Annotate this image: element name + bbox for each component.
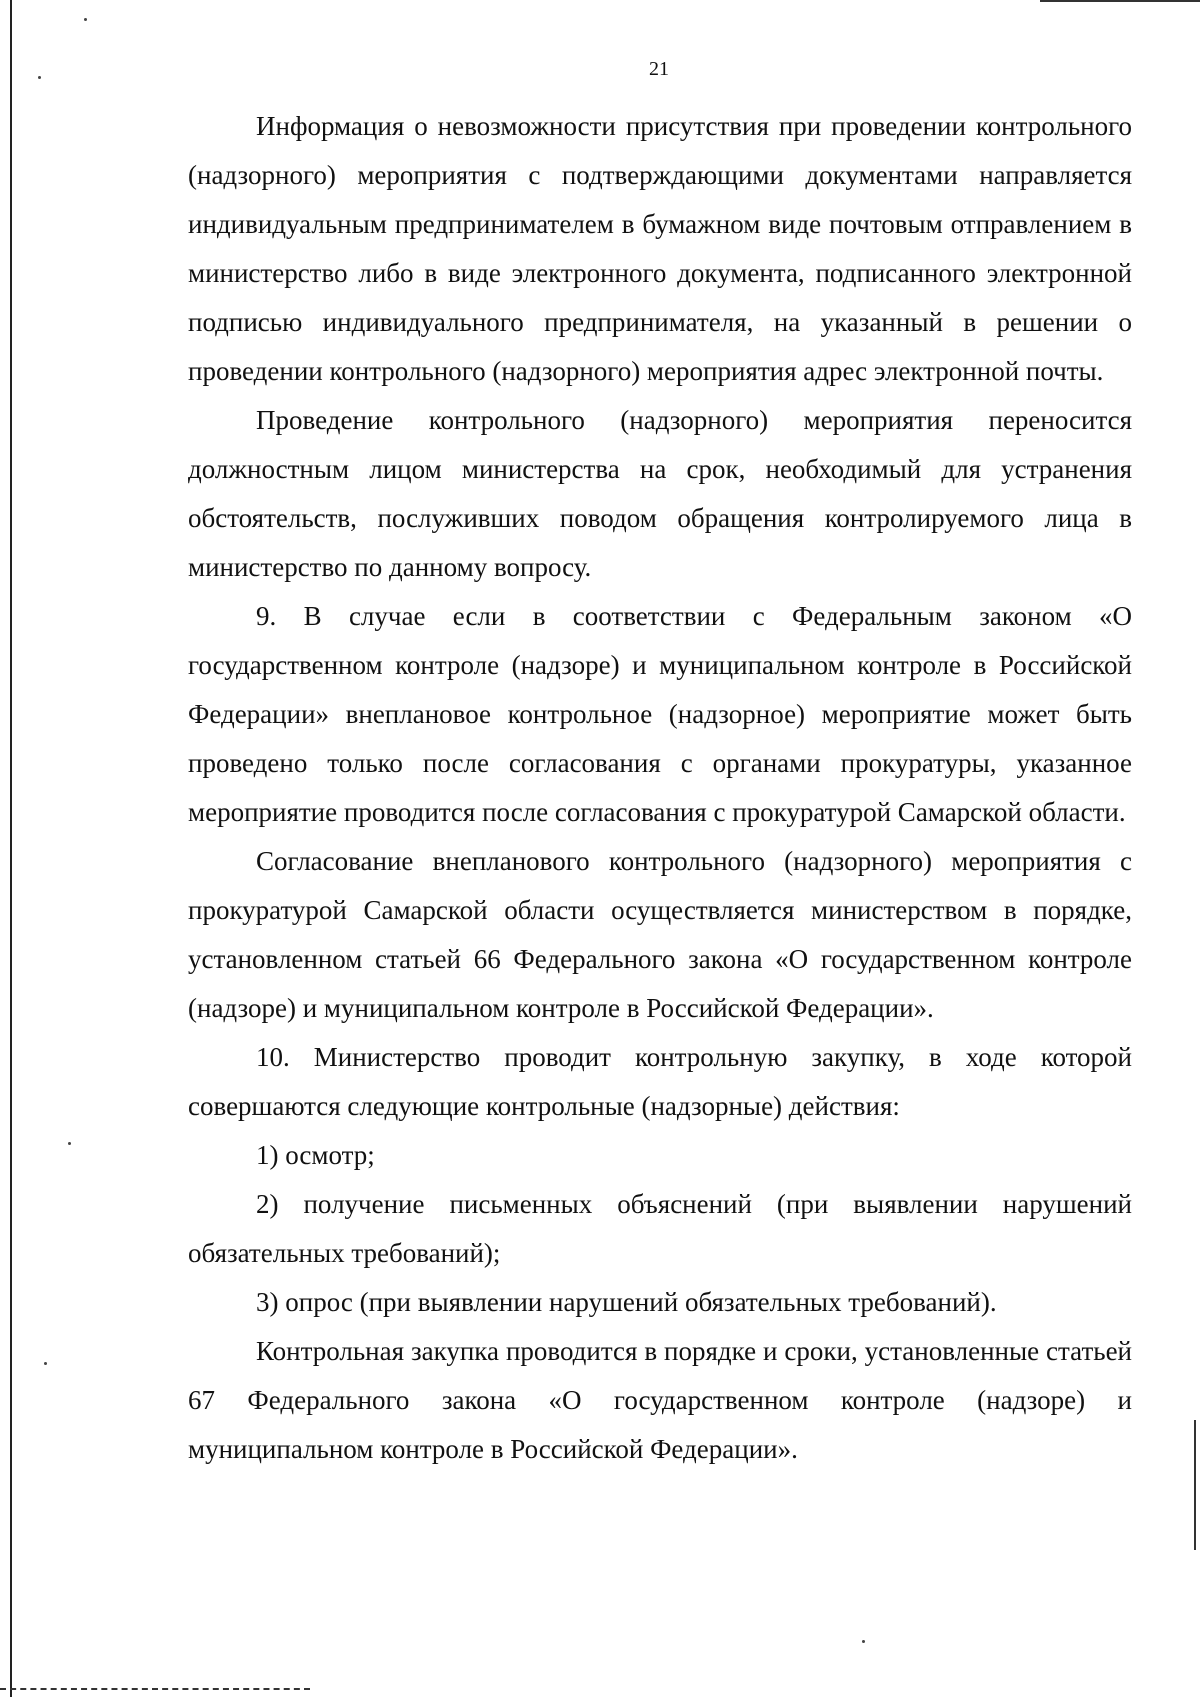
scan-speck bbox=[44, 1362, 47, 1365]
list-item-inspection: 1) осмотр; bbox=[256, 1140, 375, 1170]
document-body bbox=[188, 102, 1132, 1474]
paragraph-prosecutor-approval: Согласование внепланового контрольного (надзорного) мероприятия с прокуратурой Самарской области осуществляется министерством в порядке, установленном статьей 66 Федерального закона «О государственном контроле (надзоре) и муниципальном контроле в Российской Федерации». bbox=[188, 846, 1132, 1023]
scan-edge-left bbox=[10, 0, 12, 1697]
list-item-written-explanations: 2) получение письменных объяснений (при выявлении нарушений обязательных требований); bbox=[188, 1189, 1132, 1268]
scan-speck bbox=[68, 1142, 71, 1145]
scan-speck bbox=[84, 18, 87, 21]
page-number: 21 bbox=[649, 58, 669, 80]
paragraph-item-10: 10. Министерство проводит контрольную закупку, в ходе которой совершаются следующие контрольные (надзорные) действия: bbox=[188, 1042, 1132, 1121]
scan-edge-top bbox=[1040, 0, 1200, 2]
scan-edge-right bbox=[1194, 1420, 1196, 1550]
paragraph-item-9: 9. В случае если в соответствии с Федеральным законом «О государственном контроле (надзоре) и муниципальном контроле в Российской Федерации» внеплановое контрольное (надзорное) мероприятие может быть проведено только после согласования с органами прокуратуры, указанное мероприятие проводится после согласования с прокуратурой Самарской области. bbox=[188, 601, 1132, 827]
paragraph-absence-notice: Информация о невозможности присутствия при проведении контрольного (надзорного) мероприятия с подтверждающими документами направляется индивидуальным предпринимателем в бумажном виде почтовым отправлением в министерство либо в виде электронного документа, подписанного электронной подписью индивидуального предпринимателя, на указанный в решении о проведении контрольного (надзорного) мероприятия адрес электронной почты. bbox=[188, 111, 1132, 386]
scan-edge-bottom bbox=[0, 1688, 310, 1690]
paragraph-control-purchase-terms: Контрольная закупка проводится в порядке и сроки, установленные статьей 67 Федерального закона «О государственном контроле (надзоре) и муниципальном контроле в Российской Федерации». bbox=[188, 1336, 1132, 1464]
paragraph-postponement: Проведение контрольного (надзорного) мероприятия переносится должностным лицом министерства на срок, необходимый для устранения обстоятельств, послуживших поводом обращения контролируемого лица в министерство по данному вопросу. bbox=[188, 405, 1132, 582]
scan-speck bbox=[862, 1640, 865, 1643]
list-item-survey: 3) опрос (при выявлении нарушений обязательных требований). bbox=[256, 1287, 997, 1317]
